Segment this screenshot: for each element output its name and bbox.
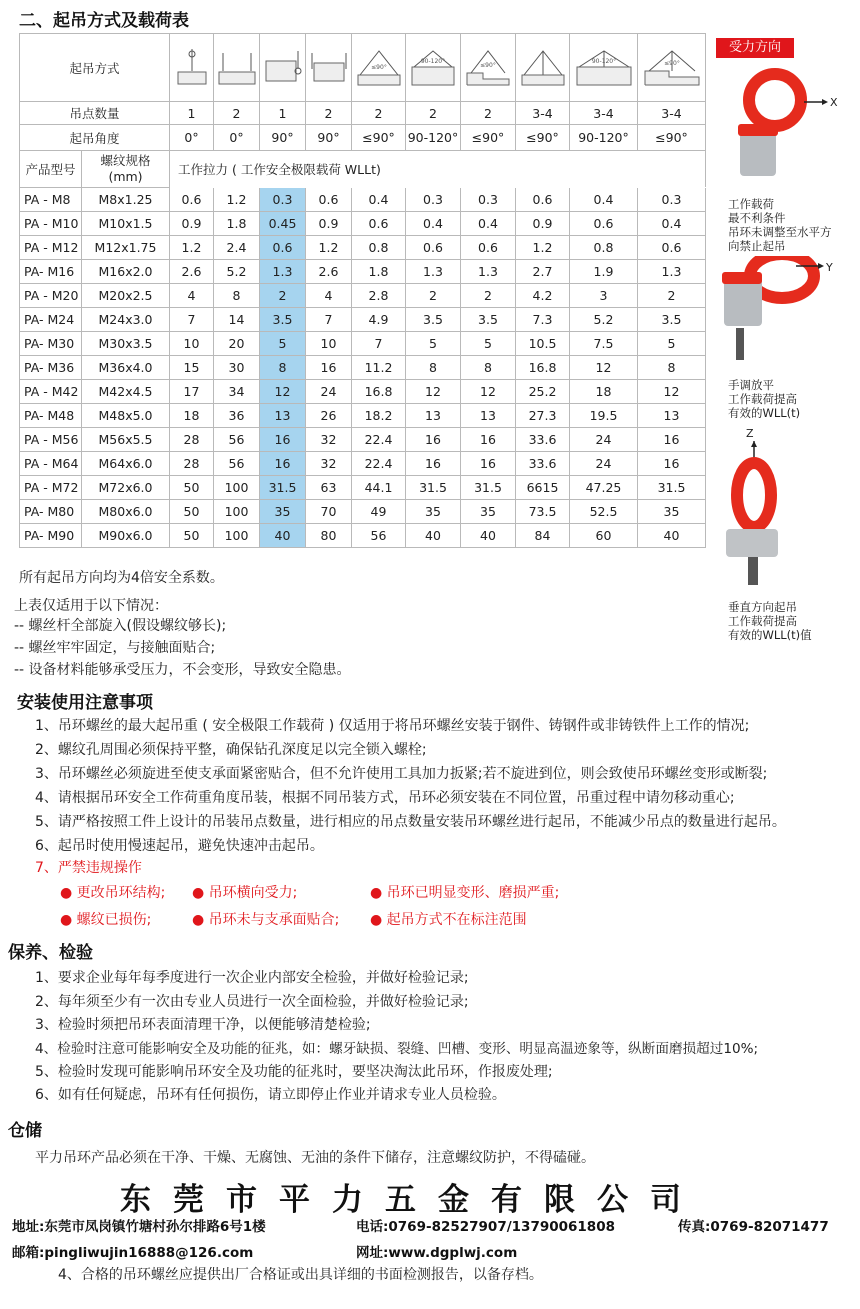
load-cell: 12 [638,380,706,404]
angle-cell: 0° [170,125,214,151]
thread-cell: M16x2.0 [82,260,170,284]
load-cell: 0.4 [570,188,638,212]
load-cell: 2.8 [352,284,406,308]
angle-cell: 90° [260,125,306,151]
storage-text: 平力吊环产品必须在干净、干燥、无腐蚀、无油的条件下储存，注意螺纹防护，不得磕碰。 [35,1150,595,1166]
load-cell: 14 [214,308,260,332]
angle-cell: 0° [214,125,260,151]
table-row [20,212,706,236]
load-cell: 0.4 [638,212,706,236]
load-cell: 3.5 [638,308,706,332]
load-cell: 0.6 [306,188,352,212]
axis-x-label: X [830,96,838,109]
load-cell: 2.6 [170,260,214,284]
load-cell: 16 [406,428,461,452]
load-cell: 84 [516,524,570,548]
caption-2: 手调放平 工作载荷提高 有效的WLL(t) [728,378,801,420]
load-cell: 52.5 [570,500,638,524]
applies-title: 上表仅适用于以下情况： [14,598,168,614]
points-cell: 3-4 [638,102,706,125]
load-cell: 2 [406,284,461,308]
points-cell: 2 [214,102,260,125]
thread-header [82,151,170,188]
lift-method-label: 起吊方式 [20,34,170,102]
prohibited-item: ● 更改吊环结构; [60,885,166,901]
applies-item: -- 螺丝牢牢固定，与接触面贴合; [14,640,216,656]
load-cell: 0.9 [306,212,352,236]
load-cell: 11.2 [352,356,406,380]
load-cell: 31.5 [461,476,516,500]
load-cell: 32 [306,452,352,476]
column-header-row [20,151,706,188]
table-row [20,188,706,212]
load-cell: 7 [170,308,214,332]
load-cell: 35 [638,500,706,524]
diagram-10 [638,34,706,102]
load-header: 工作拉力 ( 工作安全极限载荷 WLLt) [170,151,706,188]
prohibited-item: ● 吊环未与支承面贴合; [192,912,340,928]
applies-item: -- 螺丝杆全部旋入(假设螺纹够长); [14,618,227,634]
load-cell: 0.3 [461,188,516,212]
load-cell: 3 [570,284,638,308]
load-cell: 27.3 [516,404,570,428]
load-cell: 1.2 [516,236,570,260]
maintenance-item: 4、检验时注意可能影响安全及功能的征兆，如：螺牙缺损、裂缝、凹槽、变形、明显高温迹象等，纵断面磨损超过10%; [35,1041,759,1057]
angle-cell: ≤90° [638,125,706,151]
diagram-3 [260,34,306,102]
thread-cell: M12x1.75 [82,236,170,260]
load-cell: 13 [461,404,516,428]
load-cell: 4.2 [516,284,570,308]
load-cell: 40 [260,524,306,548]
table-row [20,332,706,356]
install-item: 2、螺纹孔周围必须保持平整，确保钻孔深度足以完全锁入螺栓; [35,742,427,758]
load-cell: 5.2 [214,260,260,284]
load-cell: 100 [214,524,260,548]
load-cell: 35 [260,500,306,524]
eyebolt-horizontal-x-icon [722,66,847,196]
load-cell: 15 [170,356,214,380]
load-cell: 35 [461,500,516,524]
thread-cell: M90x6.0 [82,524,170,548]
load-cell: 1.9 [570,260,638,284]
load-cell: 8 [461,356,516,380]
load-cell: 13 [406,404,461,428]
caption-1: 工作载荷 最不利条件 吊环未调整至水平方 向禁止起吊 [728,197,832,253]
load-cell: 40 [406,524,461,548]
load-cell: 0.6 [570,212,638,236]
load-cell: 0.3 [260,188,306,212]
load-table [19,33,706,548]
load-cell: 16 [638,452,706,476]
table-row [20,428,706,452]
load-cell: 32 [306,428,352,452]
prohibited-item: ● 吊环横向受力; [192,885,298,901]
load-cell: 5 [461,332,516,356]
svg-text:90-120°: 90-120° [591,57,616,65]
load-cell: 0.9 [516,212,570,236]
load-cell: 31.5 [260,476,306,500]
load-cell: 0.6 [406,236,461,260]
thread-cell: M20x2.5 [82,284,170,308]
load-cell: 100 [214,500,260,524]
load-cell: 16 [260,428,306,452]
load-cell: 44.1 [352,476,406,500]
storage-title: 仓储 [8,1121,42,1141]
load-cell: 80 [306,524,352,548]
load-cell: 0.9 [170,212,214,236]
load-cell: 1.8 [214,212,260,236]
load-cell: 35 [406,500,461,524]
thread-cell: M42x4.5 [82,380,170,404]
model-cell: PA - M10 [20,212,82,236]
diagram-4 [306,34,352,102]
thread-cell: M36x4.0 [82,356,170,380]
load-cell: 33.6 [516,428,570,452]
prohibited-item: ● 起吊方式不在标注范围 [370,912,527,928]
model-cell: PA- M24 [20,308,82,332]
diagram-9 [570,34,638,102]
load-cell: 60 [570,524,638,548]
table-row [20,308,706,332]
model-cell: PA - M8 [20,188,82,212]
diagram-7 [461,34,516,102]
load-cell: 12 [461,380,516,404]
diagram-6 [406,34,461,102]
final-note: 4、合格的吊环螺丝应提供出厂合格证或出具详细的书面检测报告，以备存档。 [58,1267,543,1283]
model-cell: PA - M42 [20,380,82,404]
load-cell: 0.8 [570,236,638,260]
load-cell: 3.5 [461,308,516,332]
points-cell: 2 [352,102,406,125]
company-email[interactable]: 邮箱:pingliwujin16888@126.com [12,1245,254,1261]
thread-header-unit: (mm) [108,169,143,184]
load-cell: 2.4 [214,236,260,260]
load-cell: 4.9 [352,308,406,332]
company-name: 东莞市平力五金有限公司 [120,1182,703,1218]
load-cell: 5 [638,332,706,356]
load-cell: 2 [260,284,306,308]
load-cell: 7.5 [570,332,638,356]
load-cell: 7 [306,308,352,332]
points-cell: 2 [461,102,516,125]
angle-cell: 90° [306,125,352,151]
load-cell: 40 [461,524,516,548]
load-cell: 0.6 [260,236,306,260]
install-item: 5、请严格按照工件上设计的吊装吊点数量，进行相应的吊点数量安装吊环螺丝进行起吊，不能减少吊点的数量进行起吊。 [35,814,786,830]
load-cell: 50 [170,524,214,548]
install-item: 4、请根据吊环安全工作荷重角度吊装，根据不同吊装方式，吊环必须安装在不同位置，吊重过程中请勿移动重心; [35,790,735,806]
load-cell: 0.6 [516,188,570,212]
install-item: 3、吊环螺丝必须旋进至使支承面紧密贴合，但不允许使用工具加力扳紧;若不旋进到位，则会致使吊环螺丝变形或断裂; [35,766,768,782]
load-cell: 28 [170,428,214,452]
maintenance-item: 3、检验时须把吊环表面清理干净，以便能够清楚检验; [35,1017,371,1033]
model-cell: PA - M56 [20,428,82,452]
load-cell: 10 [306,332,352,356]
load-cell: 0.6 [638,236,706,260]
thread-cell: M8x1.25 [82,188,170,212]
load-cell: 0.3 [638,188,706,212]
load-cell: 13 [260,404,306,428]
maintenance-item: 1、要求企业每年每季度进行一次企业内部安全检验，并做好检验记录; [35,970,469,986]
load-cell: 50 [170,476,214,500]
load-cell: 10 [170,332,214,356]
prohibited-item: ● 吊环已明显变形、磨损严重; [370,885,560,901]
table-row [20,380,706,404]
model-cell: PA - M20 [20,284,82,308]
load-cell: 8 [214,284,260,308]
model-cell: PA - M64 [20,452,82,476]
angle-label: 起吊角度 [20,125,170,151]
load-cell: 3.5 [260,308,306,332]
load-cell: 5 [260,332,306,356]
model-cell: PA- M48 [20,404,82,428]
load-cell: 0.45 [260,212,306,236]
safety-factor-note: 所有起吊方向均为4倍安全系数。 [19,570,224,586]
load-cell: 10.5 [516,332,570,356]
load-cell: 22.4 [352,452,406,476]
load-cell: 2 [638,284,706,308]
table-row [20,404,706,428]
thread-cell: M56x5.5 [82,428,170,452]
model-cell: PA- M30 [20,332,82,356]
load-cell: 7.3 [516,308,570,332]
load-cell: 22.4 [352,428,406,452]
angle-cell: ≤90° [352,125,406,151]
load-cell: 33.6 [516,452,570,476]
lift-method-row [20,34,706,102]
axis-z-label: Z [746,427,754,440]
table-row [20,524,706,548]
load-cell: 2 [461,284,516,308]
load-cell: 13 [638,404,706,428]
axis-y-label: Y [826,261,833,274]
load-cell: 16 [306,356,352,380]
points-cell: 3-4 [516,102,570,125]
company-address: 地址:东莞市凤岗镇竹塘村孙尔排路6号1楼 [12,1219,266,1235]
load-cell: 1.2 [306,236,352,260]
eyebolt-vertical-z-icon [722,425,847,590]
table-row [20,260,706,284]
angle-cell: 90-120° [570,125,638,151]
load-cell: 12 [570,356,638,380]
table-row [20,356,706,380]
svg-text:≤90°: ≤90° [480,61,496,69]
load-cell: 16 [638,428,706,452]
load-cell: 6615 [516,476,570,500]
load-cell: 24 [570,452,638,476]
load-cell: 1.3 [260,260,306,284]
company-phone: 电话:0769-82527907/13790061808 [356,1219,615,1235]
table-row [20,236,706,260]
model-cell: PA- M36 [20,356,82,380]
model-cell: PA- M90 [20,524,82,548]
load-cell: 0.6 [461,236,516,260]
load-cell: 17 [170,380,214,404]
load-cell: 18 [170,404,214,428]
prohibited-title: 7、严禁违规操作 [35,860,142,876]
maintenance-item: 2、每年须至少有一次由专业人员进行一次全面检验，并做好检验记录; [35,994,469,1010]
install-item: 6、起吊时使用慢速起吊，避免快速冲击起吊。 [35,838,324,854]
angle-cell: 90-120° [406,125,461,151]
table-row [20,284,706,308]
load-cell: 56 [352,524,406,548]
load-cell: 56 [214,428,260,452]
section-title: 二、起吊方式及载荷表 [19,11,189,31]
load-cell: 26 [306,404,352,428]
load-cell: 50 [170,500,214,524]
diagram-8 [516,34,570,102]
prohibited-item: ● 螺纹已损伤; [60,912,152,928]
load-cell: 1.8 [352,260,406,284]
load-cell: 4 [306,284,352,308]
caption-3: 垂直方向起吊 工作载荷提高 有效的WLL(t)值 [728,600,812,642]
angle-cell: ≤90° [461,125,516,151]
load-cell: 18.2 [352,404,406,428]
load-cell: 34 [214,380,260,404]
load-cell: 19.5 [570,404,638,428]
load-cell: 2.7 [516,260,570,284]
thread-header-label: 螺纹规格 [100,153,151,168]
applies-item: -- 设备材料能够承受压力，不会变形，导致安全隐患。 [14,662,351,678]
load-cell: 12 [260,380,306,404]
load-cell: 12 [406,380,461,404]
model-cell: PA- M16 [20,260,82,284]
points-label: 吊点数量 [20,102,170,125]
points-cell: 2 [306,102,352,125]
model-cell: PA - M12 [20,236,82,260]
load-cell: 24 [306,380,352,404]
diagram-1 [170,34,214,102]
svg-text:≤90°: ≤90° [370,63,387,71]
thread-cell: M72x6.0 [82,476,170,500]
model-header: 产品型号 [20,151,82,188]
load-cell: 16 [406,452,461,476]
load-cell: 18 [570,380,638,404]
points-cell: 2 [406,102,461,125]
angle-row [20,125,706,151]
svg-text:90-120°: 90-120° [420,57,446,65]
thread-cell: M24x3.0 [82,308,170,332]
load-cell: 16.8 [516,356,570,380]
points-cell: 1 [260,102,306,125]
load-cell: 5 [406,332,461,356]
load-cell: 7 [352,332,406,356]
load-cell: 0.4 [461,212,516,236]
load-cell: 3.5 [406,308,461,332]
eyebolt-horizontal-y-icon [722,256,847,376]
load-cell: 30 [214,356,260,380]
load-cell: 16 [461,428,516,452]
company-fax: 传真:0769-82071477 [678,1219,829,1235]
load-cell: 16 [461,452,516,476]
load-cell: 16.8 [352,380,406,404]
load-cell: 1.3 [461,260,516,284]
load-cell: 0.4 [352,188,406,212]
thread-cell: M10x1.5 [82,212,170,236]
table-row [20,476,706,500]
load-cell: 63 [306,476,352,500]
load-cell: 2.6 [306,260,352,284]
load-cell: 1.2 [170,236,214,260]
load-cell: 28 [170,452,214,476]
load-cell: 20 [214,332,260,356]
table-row [20,500,706,524]
thread-cell: M48x5.0 [82,404,170,428]
load-cell: 40 [638,524,706,548]
load-cell: 0.4 [406,212,461,236]
load-cell: 70 [306,500,352,524]
load-cell: 31.5 [638,476,706,500]
table-row [20,452,706,476]
thread-cell: M80x6.0 [82,500,170,524]
points-cell: 1 [170,102,214,125]
install-title: 安装使用注意事项 [17,693,153,713]
angle-cell: ≤90° [516,125,570,151]
force-direction-badge: 受力方向 [716,38,794,58]
load-cell: 0.3 [406,188,461,212]
load-cell: 16 [260,452,306,476]
model-cell: PA- M80 [20,500,82,524]
load-cell: 25.2 [516,380,570,404]
maintenance-item: 6、如有任何疑虑，吊环有任何损伤，请立即停止作业并请求专业人员检验。 [35,1087,506,1103]
load-cell: 100 [214,476,260,500]
load-cell: 31.5 [406,476,461,500]
thread-cell: M64x6.0 [82,452,170,476]
diagram-2 [214,34,260,102]
maintenance-item: 5、检验时发现可能影响吊环安全及功能的征兆时，要坚决淘汰此吊环，作报废处理; [35,1064,553,1080]
load-cell: 1.2 [214,188,260,212]
company-website[interactable]: 网址:www.dgplwj.com [356,1245,518,1261]
load-cell: 24 [570,428,638,452]
load-cell: 56 [214,452,260,476]
load-cell: 0.6 [352,212,406,236]
install-item: 1、吊环螺丝的最大起吊重 ( 安全极限工作载荷 ) 仅适用于将吊环螺丝安装于钢件、铸钢件或非铸铁件上工作的情况; [35,718,750,734]
points-row [20,102,706,125]
load-cell: 5.2 [570,308,638,332]
load-cell: 47.25 [570,476,638,500]
model-cell: PA - M72 [20,476,82,500]
load-cell: 0.8 [352,236,406,260]
load-cell: 8 [406,356,461,380]
load-cell: 49 [352,500,406,524]
load-cell: 1.3 [406,260,461,284]
load-cell: 8 [638,356,706,380]
points-cell: 3-4 [570,102,638,125]
load-cell: 1.3 [638,260,706,284]
load-cell: 73.5 [516,500,570,524]
thread-cell: M30x3.5 [82,332,170,356]
maintenance-title: 保养、检验 [8,943,93,963]
load-cell: 8 [260,356,306,380]
load-cell: 36 [214,404,260,428]
load-cell: 0.6 [170,188,214,212]
diagram-5 [352,34,406,102]
load-cell: 4 [170,284,214,308]
svg-text:≤90°: ≤90° [663,59,680,67]
